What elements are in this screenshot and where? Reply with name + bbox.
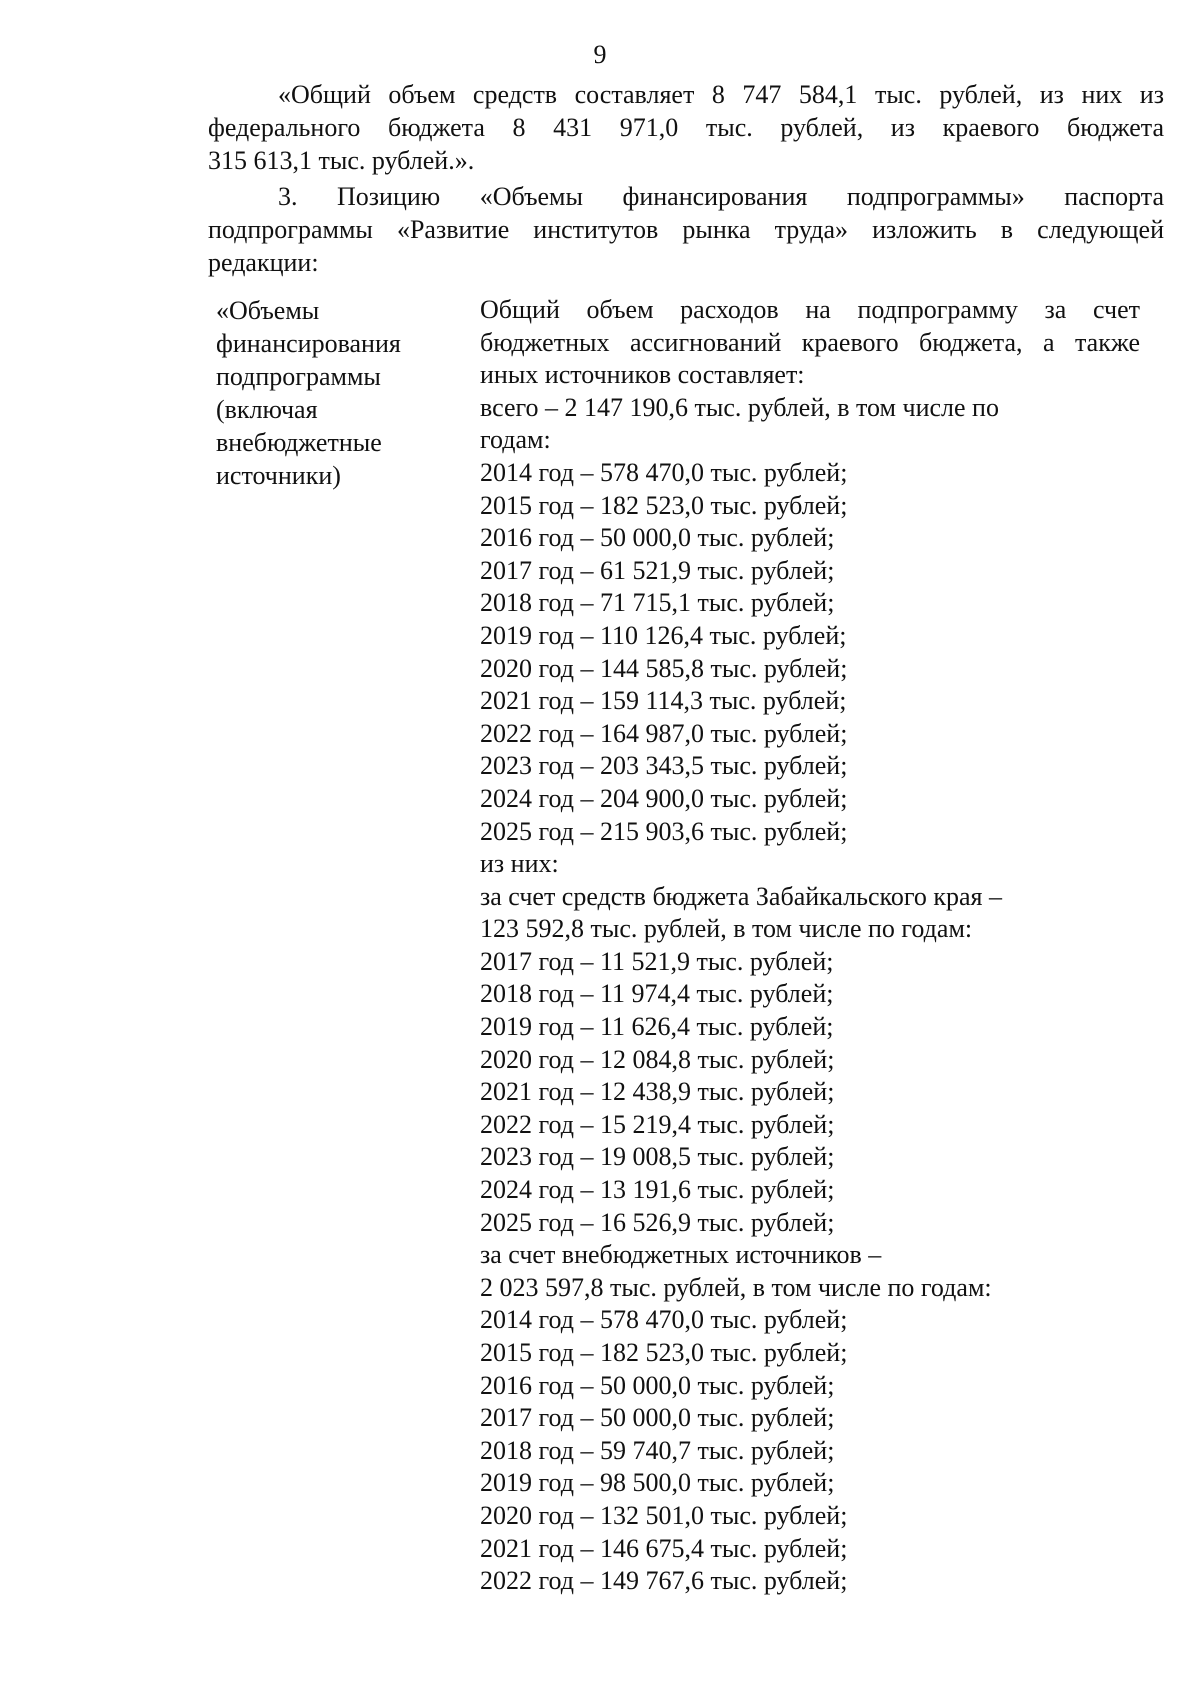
table-value-line: 2021 год – 146 675,4 тыс. рублей; xyxy=(480,1533,848,1563)
table-value-line: годам: xyxy=(480,425,551,455)
table-value-line: 2021 год – 12 438,9 тыс. рублей; xyxy=(480,1077,835,1107)
table-label-line: источники) xyxy=(216,461,341,490)
table-value-line: 2017 год – 11 521,9 тыс. рублей; xyxy=(480,946,834,976)
table-label-line: внебюджетные xyxy=(216,428,382,457)
table-value-line: бюджетных ассигнований краевого бюджета, а также xyxy=(480,327,1140,357)
table-value-line: 2022 год – 164 987,0 тыс. рублей; xyxy=(480,718,848,748)
table-value-line: 2020 год – 144 585,8 тыс. рублей; xyxy=(480,653,848,683)
table-value-line: 2017 год – 50 000,0 тыс. рублей; xyxy=(480,1403,835,1433)
paragraph-line: редакции: xyxy=(208,248,319,277)
table-value-line: 2020 год – 12 084,8 тыс. рублей; xyxy=(480,1044,835,1074)
passport-table-label-column xyxy=(216,294,456,492)
table-value-line: 2015 год – 182 523,0 тыс. рублей; xyxy=(480,1338,848,1367)
table-value-line: 2025 год – 16 526,9 тыс. рублей; xyxy=(480,1207,835,1237)
table-value-line: из них: xyxy=(480,849,559,879)
table-value-line: 2024 год – 13 191,6 тыс. рублей; xyxy=(480,1175,835,1205)
table-value-line: 2015 год – 182 523,0 тыс. рублей; xyxy=(480,490,848,520)
table-value-line: 2022 год – 15 219,4 тыс. рублей; xyxy=(480,1109,835,1139)
table-value-line xyxy=(480,1598,1140,1631)
table-value-line: 2019 год – 110 126,4 тыс. рублей; xyxy=(480,620,847,650)
table-value-line: 2019 год – 98 500,0 тыс. рублей; xyxy=(480,1468,835,1498)
page-number: 9 xyxy=(593,40,607,69)
table-value-line: 2017 год – 61 521,9 тыс. рублей; xyxy=(480,555,835,585)
table-label-line: подпрограммы xyxy=(216,362,381,391)
table-value-line: 2 023 597,8 тыс. рублей, в том числе по годам: xyxy=(480,1272,992,1302)
table-value-line: 2024 год – 204 900,0 тыс. рублей; xyxy=(480,783,848,813)
paragraph-total-funds xyxy=(208,78,1164,177)
table-value-line: 2020 год – 132 501,0 тыс. рублей; xyxy=(480,1500,848,1530)
paragraph-line: «Общий объем средств составляет 8 747 584,1 тыс. рублей, из них из xyxy=(278,80,1164,109)
table-value-line: 123 592,8 тыс. рублей, в том числе по годам: xyxy=(480,914,973,944)
table-value-line: 2023 год – 19 008,5 тыс. рублей; xyxy=(480,1142,835,1172)
table-value-line: за счет средств бюджета Забайкальского края – xyxy=(480,881,1002,911)
table-value-line: 2018 год – 11 974,4 тыс. рублей; xyxy=(480,979,834,1009)
paragraph-line: 3. Позицию «Объемы финансирования подпрограммы» паспорта xyxy=(278,182,1164,211)
table-value-line: Общий объем расходов на подпрограмму за счет xyxy=(480,295,1140,324)
table-value-line: 2019 год – 11 626,4 тыс. рублей; xyxy=(480,1012,834,1042)
table-value-line: 2018 год – 59 740,7 тыс. рублей; xyxy=(480,1435,835,1465)
paragraph-line: подпрограммы «Развитие институтов рынка труда» изложить в следующей xyxy=(208,215,1164,244)
paragraph-line: федерального бюджета 8 431 971,0 тыс. рублей, из краевого бюджета xyxy=(208,113,1164,142)
table-label-line: (включая xyxy=(216,395,318,424)
table-value-line: 2014 год – 578 470,0 тыс. рублей; xyxy=(480,1305,848,1335)
paragraph-line: 315 613,1 тыс. рублей.». xyxy=(208,146,475,175)
paragraph-amendment-3 xyxy=(208,180,1164,279)
table-value-line: 2022 год – 149 767,6 тыс. рублей; xyxy=(480,1566,848,1596)
table-value-line: иных источников составляет: xyxy=(480,360,805,390)
table-value-line: 2016 год – 50 000,0 тыс. рублей; xyxy=(480,1370,835,1400)
table-label-line: «Объемы xyxy=(216,296,320,325)
table-value-line: 2023 год – 203 343,5 тыс. рублей; xyxy=(480,751,848,781)
table-value-line: за счет внебюджетных источников – xyxy=(480,1240,882,1270)
table-label-line: финансирования xyxy=(216,329,401,358)
table-value-line: 2021 год – 159 114,3 тыс. рублей; xyxy=(480,686,847,716)
table-value-line: 2018 год – 71 715,1 тыс. рублей; xyxy=(480,588,835,618)
table-value-line: 2014 год – 578 470,0 тыс. рублей; xyxy=(480,457,848,487)
table-value-line: всего – 2 147 190,6 тыс. рублей, в том числе по xyxy=(480,392,999,422)
table-value-line: 2025 год – 215 903,6 тыс. рублей; xyxy=(480,816,848,846)
table-value-line: 2016 год – 50 000,0 тыс. рублей; xyxy=(480,523,835,553)
passport-table-value-column xyxy=(480,294,1140,1630)
